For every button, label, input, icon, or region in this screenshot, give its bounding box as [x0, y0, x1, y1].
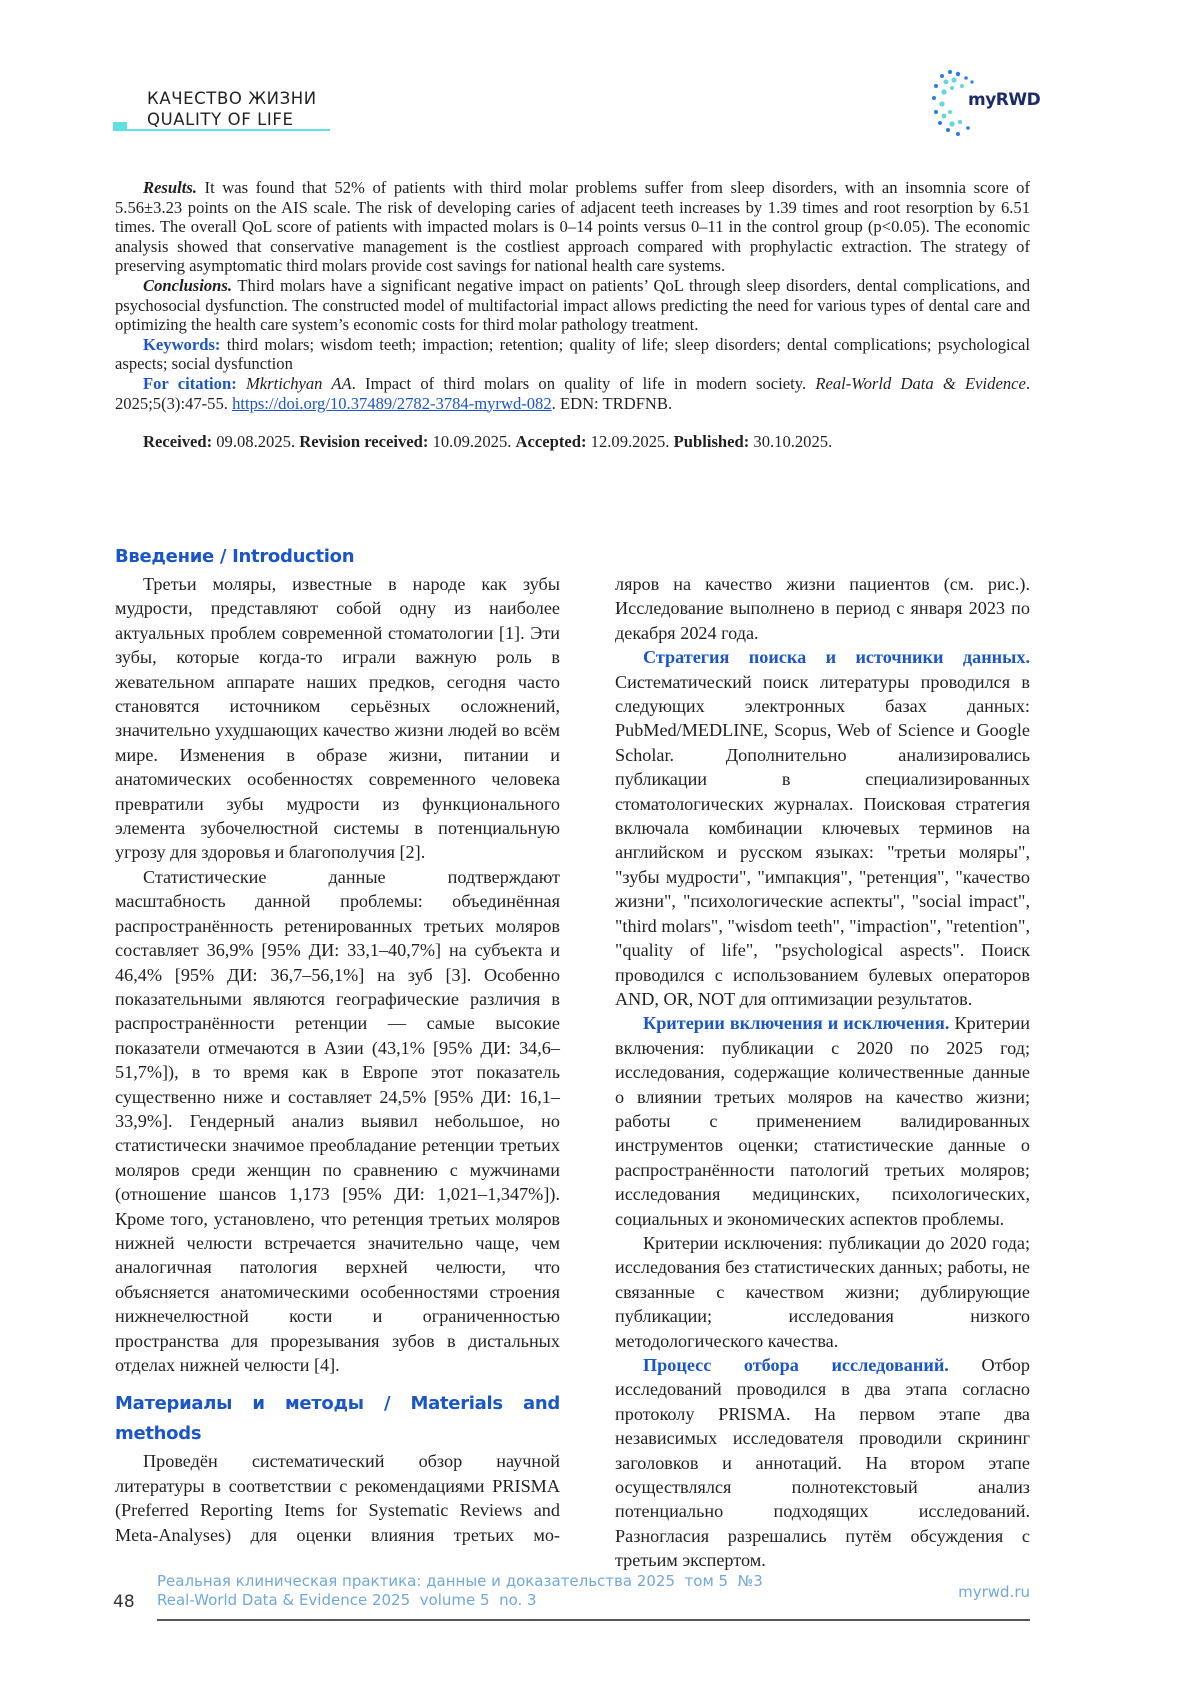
citation-author: Mkrtichyan AA — [237, 374, 352, 393]
conclusions-label: Conclusions. — [143, 276, 232, 295]
section-title-ru: КАЧЕСТВО ЖИЗНИ — [147, 88, 317, 109]
abstract-results — [115, 178, 1030, 276]
results-text: It was found that 52% of patients with third molar problems suffer from sleep disorders, with an insomnia score of 5.56±3.23 points on the AIS scale. The risk of developing caries of adjacent teeth increases by 1.39 times and root resorption by 6.51 times. The overall QoL score of patients with impacted molars is 0–14 points versus 0–11 in the control group (p<0.05). The economic analysis showed that conservative management is the costliest approach compared with prophylactic extraction. The strategy of preserving asymptomatic third molars provide cost savings for national health care systems. — [115, 178, 1030, 275]
conclusions-text: Third molars have a significant negative impact on patients’ QoL through sleep disorders, dental complications, and psychosocial dysfunction. The constructed model of multifactorial impact allows predicting the need for various types of dental care and optimizing the health care system’s economic costs for third molar pathology treatment. — [115, 276, 1030, 334]
keywords — [115, 335, 1030, 374]
intro-paragraph-1: Третьи моляры, известные в народе как зубы мудрости, представляют собой одну из наиболее актуальных проблем современной стоматологии [1]. Эти зубы, которые когда-то играли важную роль в жевательном аппарате наших предков, сегодня часто становятся источником серьёзных осложнений, значительно ухудшающих качество жизни людей во всём мире. Изменения в образе жизни, питании и анатомических особенностях современного человека превратили зубы мудрости из функционального элемента зубочелюстной системы в потенциальную угрозу для здоровья и благополучия [2]. — [115, 572, 560, 865]
keywords-label: Keywords: — [143, 335, 220, 354]
criteria-text: Критерии включения: публикации с 2020 по 2025 год; исследования, содержащие количественные данные о влиянии третьих моляров на качество жизни; работы с применением валидированных инструментов оценки; статистические данные о распространённости патологий третьих моляров; исследования медицинских, психологических, социальных и экономических аспектов проблемы. — [615, 1013, 1030, 1228]
citation-edn: . EDN: TRDFNB. — [552, 394, 672, 413]
search-strategy-text: Систематический поиск литературы проводился в следующих электронных базах данных: PubMed/MEDLINE, Scopus, Web of Science и Google Scholar. Дополнительно анализировались публикации в специализированных стоматологических журналах. Поисковая стратегия включала комбинации ключевых терминов на английском и русском языках: "третьи моляры", "зубы мудрости", "импакция", "ретенция", "качество жизни", "психологические аспекты", "social impact", "third molars", "wisdom teeth", "impaction", "retention", "quality of life", "psychological aspects". Поиск проводился с использованием булевых операторов AND, OR, NOT для оптимизации результатов. — [615, 672, 1030, 1009]
received-date: 09.08.2025. — [212, 432, 299, 451]
footer-divider — [157, 1619, 1030, 1621]
intro-heading: Введение / Introduction — [115, 542, 560, 572]
accepted-label: Accepted: — [516, 432, 587, 451]
footer-journal-ru: Реальная клиническая практика: данные и доказательства 2025 том 5 №3 — [157, 1572, 763, 1591]
published-date: 30.10.2025. — [749, 432, 832, 451]
received-label: Received: — [143, 432, 212, 451]
abstract — [115, 178, 1030, 452]
results-label: Results. — [143, 178, 197, 197]
methods-paragraph-1: Проведён систематический обзор научной литературы в соответствии с рекомендациями PRISMA (Preferred Reporting Items for Systematic Reviews and Meta-Analyses) для оценки влияния третьих мо- — [115, 1449, 560, 1547]
selection-text: Отбор исследований проводился в два этапа согласно протоколу PRISMA. На первом этапе два независимых исследователя проводили скрининг заголовков и аннотаций. На втором этапе осуществлялся полнотекстовый анализ потенциально подходящих исследований. Разногласия разрешались путём обсуждения с третьим экспертом. — [615, 1355, 1030, 1570]
section-header — [147, 88, 317, 130]
header-accent-line — [127, 129, 330, 131]
accepted-date: 12.09.2025. — [587, 432, 674, 451]
citation-label: For citation: — [143, 374, 237, 393]
exclusion-paragraph: Критерии исключения: публикации до 2020 года; исследования без статистических данных; работы, не связанные с качеством жизни; дублирующие публикации; исследования низкого методологического качества. — [615, 1231, 1030, 1353]
citation-ref: . 2025;5(3):47-55. — [115, 374, 1030, 413]
selection-lead: Процесс отбора исследований. — [643, 1355, 949, 1375]
footer-site-link[interactable]: myrwd.ru — [958, 1583, 1030, 1601]
methods-heading: Материалы и методы / Materials and methods — [115, 1389, 560, 1449]
search-strategy-paragraph — [615, 645, 1030, 1011]
citation-title: . Impact of third molars on quality of life in modern society. — [352, 374, 816, 393]
right-column — [615, 572, 1030, 1573]
section-title-en: QUALITY OF LIFE — [147, 109, 317, 130]
doi-link[interactable]: https://doi.org/10.37489/2782-3784-myrwd-082 — [232, 394, 552, 413]
revision-label: Revision received: — [299, 432, 428, 451]
logo-text: myRWD — [968, 90, 1040, 110]
selection-paragraph — [615, 1353, 1030, 1573]
footer-journal-en: Real-World Data & Evidence 2025 volume 5 no. 3 — [157, 1591, 763, 1610]
published-label: Published: — [674, 432, 750, 451]
footer-journal — [157, 1572, 763, 1610]
revision-date: 10.09.2025. — [428, 432, 515, 451]
page-number: 48 — [113, 1592, 135, 1612]
criteria-lead: Критерии включения и исключения. — [643, 1013, 949, 1033]
abstract-conclusions — [115, 276, 1030, 335]
left-column — [115, 542, 560, 1547]
criteria-paragraph — [615, 1011, 1030, 1231]
search-strategy-lead: Стратегия поиска и источники данных. — [643, 647, 1030, 667]
journal-logo — [930, 68, 1040, 138]
intro-paragraph-2: Статистические данные подтверждают масштабность данной проблемы: объединённая распространённость ретенированных третьих моляров составляет 36,9% [95% ДИ: 33,1–40,7%] на субъекта и 46,4% [95% ДИ: 36,7–56,1%] на зуб [3]. Особенно показательными являются географические различия в распространённости ретенции — самые высокие показатели отмечаются в Азии (43,1% [95% ДИ: 34,6–51,7%]), в то время как в Европе этот показатель существенно ниже и составляет 24,5% [95% ДИ: 16,1–33,9%]. Гендерный анализ выявил небольшое, но статистически значимое преобладание ретенции третьих моляров среди женщин по сравнению с мужчинами (отношение шансов 1,173 [95% ДИ: 1,021–1,347%]). Кроме того, установлено, что ретенция третьих моляров нижней челюсти встречается значительно чаще, чем аналогичная патология верхней челюсти, что объясняется анатомическими особенностями строения нижнечелюстной кости и ограниченностью пространства для прорезывания зубов в дистальных отделах нижней челюсти [4]. — [115, 865, 560, 1378]
article-dates — [115, 432, 1030, 452]
methods-paragraph-1-cont: ляров на качество жизни пациентов (см. рис.). Исследование выполнено в период с января 2023 по декабря 2024 года. — [615, 572, 1030, 645]
keywords-text: third molars; wisdom teeth; impaction; retention; quality of life; sleep disorders; dental complications; psychological aspects; social dysfunction — [115, 335, 1030, 374]
header-accent-square — [113, 122, 127, 131]
citation-journal: Real-World Data & Evidence — [815, 374, 1026, 393]
citation — [115, 374, 1030, 413]
